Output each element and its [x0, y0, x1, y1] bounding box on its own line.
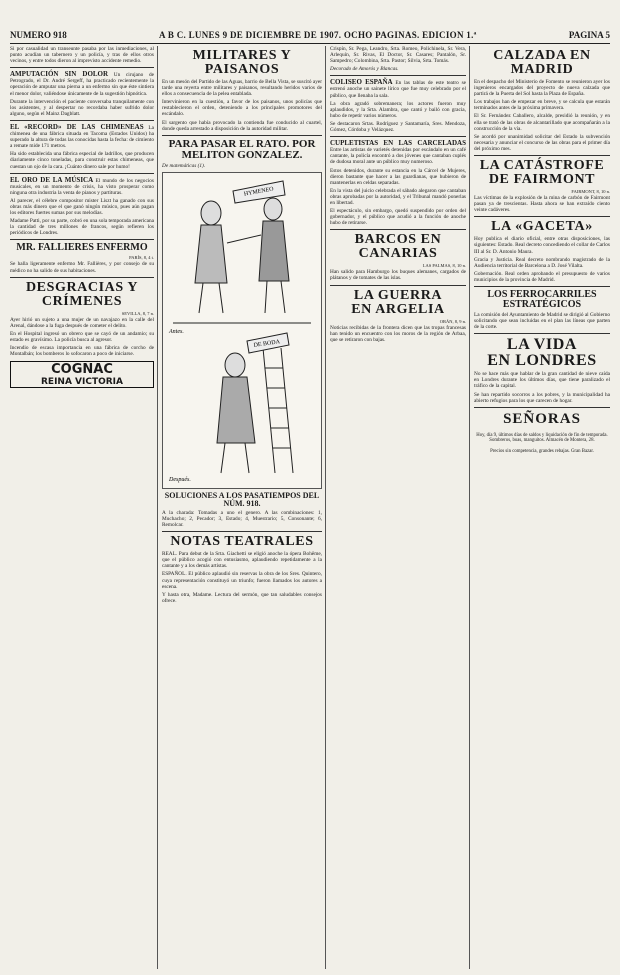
- article-text: Hoy publica el diario oficial, entre otras disposiciones, las siguientes: Estado. Real decreto concediendo el collar de Carlos III al Sr. D. Antonio Maura.: [474, 236, 610, 255]
- headline-pasatiempo: PARA PASAR EL RATO. POR MELITON GONZALEZ.: [168, 137, 316, 161]
- headline-argelia: EN ARGELIA: [351, 301, 445, 317]
- divider: [474, 407, 610, 408]
- column-divider: [469, 46, 470, 969]
- masthead-rule: [10, 43, 610, 44]
- article-text: El mundo de los negocios musicales, en un momento de crisis, ha visto prosperar como ninguna otra industria la venta de pianos y partituras.: [10, 177, 154, 196]
- article-text: El sargento que había provocado la contienda fue conducido al cuartel, donde queda arrestado a disposición de la autoridad militar.: [162, 119, 322, 132]
- article-text: Gracia y Justicia. Real decreto nombrando magistrado de la Audiencia territorial de Barcelona a D. José Vilalta.: [474, 256, 610, 269]
- article-text: Crispín, Sr. Pega, Leandro, Srta. Romeo, Polichinela, Sr. Vera, Arlequín, Sr. Rivas, El Doctor, Sr. Casares; Pantalón, Sr. Sampedro; Colombina, Srta. Pastor; Silvia, Srta. Tomás.: [330, 46, 466, 65]
- article-text: Decorado de Amorós y Blancas.: [330, 66, 399, 73]
- article-text: Incendio de escasa importancia en una fábrica de corcho de Montalbán; los bomberos lo sofocaron a poco de iniciarse.: [10, 345, 154, 358]
- article-text: La comisión del Ayuntamiento de Madrid se dirigió al Gobierno solicitando que sean incluidas en el plan las líneas que parten de la corte.: [474, 311, 610, 331]
- headline-gaceta: LA «GACETA»: [491, 219, 593, 235]
- article-coliseo: [330, 79, 466, 98]
- article-text: Al parecer, el célebre compositor mister Liszt ha ganado con sus obras más dinero que el que ganó ningún músico, pues aún pagan los editores fuertes sumas por sus melodías.: [10, 197, 154, 217]
- article-text: Noticias recibidas de la frontera dicen que las tropas francesas han tenido un encuentro con los moros de la región de Arbaa, que se retiraron con bajas.: [330, 324, 466, 343]
- column-1: [10, 46, 154, 969]
- ad-product: REINA VICTORIA: [40, 377, 123, 388]
- cartoon-drawing: [163, 173, 321, 483]
- article-text: No se hace más que hablar de la gran cantidad de nieve caída en Londres durante los últimos días, que tiene paralizado el tráfico de la capital.: [474, 371, 610, 390]
- article-kicker: AMPUTACIÓN SIN DOLOR: [10, 70, 109, 79]
- article-text: Intervinieron en la cuestión, a favor de los paisanos, unos policías que restablecieron el orden, deteniendo a los principales promotores del escándalo.: [162, 99, 322, 118]
- masthead-dateline: A B C. LUNES 9 DE DICIEMBRE DE 1907. OCHO PAGINAS. EDICION 1.ª: [158, 30, 477, 40]
- dateline: ORÁN, 8, 9 n.: [439, 318, 466, 324]
- article-text: En el despacho del Ministerio de Fomento se reunieron ayer los ingenieros encargados del proyecto de nueva calzada que partirá de la Puerta del Sol hasta la Plaza de España.: [474, 79, 610, 98]
- masthead: [10, 28, 610, 42]
- article-kicker: COLISEO ESPAÑA: [330, 78, 393, 87]
- column-4: [474, 46, 610, 969]
- divider: [10, 67, 154, 68]
- article-text: Ha sido establecida una fábrica especial de ladrillos, que producen diariamente cinco toneladas, para construir estas chimeneas, que cuestan un ojo de la cara. ¡Cuánto dinero sale por humo!: [10, 151, 154, 170]
- headline-catastrofe: LA CATÁSTROFE DE FAIRMONT: [479, 158, 605, 188]
- divider: [474, 333, 610, 334]
- article-text: Y hasta otra, Madame. Lectura del sermón, que tan saludables consejos ofrece.: [162, 591, 322, 604]
- cognac-advertisement: [10, 361, 154, 388]
- divider: [330, 136, 466, 137]
- headline-calzada: CALZADA EN MADRID: [493, 48, 591, 77]
- cartoon-sign-text: DE BODA: [253, 339, 281, 349]
- article-record: [10, 124, 154, 149]
- dateline: LAS PALMAS, 8, 10 n.: [422, 263, 466, 269]
- divider: [10, 120, 154, 121]
- page-number: PAGINA 5: [568, 30, 610, 40]
- cartoon-sign-text: HYMENEO: [243, 186, 275, 198]
- cartoon-illustration: [162, 172, 322, 489]
- article-text: Se halla ligeramente enfermo Mr. Fallières, y por consejo de su médico no ha salido de sus habitaciones.: [10, 261, 154, 274]
- column-divider: [157, 46, 158, 969]
- headline-militares: MILITARES Y PAISANOS: [192, 48, 292, 77]
- article-text: El espectáculo, sin embargo, quedó suspendido por orden del gobernador, y el público que acudió a la función de anoche hubo de retirarse.: [330, 208, 466, 227]
- article-text: Si por casualidad un transeunte pasaba por las inmediaciones, al punto acudían un tabernero y un policía, y tras de ellos otros vecinos, y entre todos dieron al imprevisto accidente remedio.: [10, 46, 154, 65]
- headline-notas-teatrales: NOTAS TEATRALES: [170, 534, 314, 550]
- divider: [162, 135, 322, 136]
- article-text: ESPAÑOL. El público aplaudió sin reservas la obra de los Sres. Quintero, cuya representación constituyó un triunfo; fueron llamados los autores a escena.: [162, 571, 322, 590]
- article-text: Los trabajos han de empezar en breve, y se calcula que estarán terminados antes de la próxima primavera.: [474, 99, 610, 112]
- issue-number: NUMERO 918: [10, 30, 67, 40]
- article-text: La obra agradó sobremanera; los actores fueron muy aplaudidos, y la Srta. Alambra, que cantó y bailó con gracia, hubo de repetir varios números.: [330, 100, 466, 119]
- article-text: En la vista del juicio celebrada el sábado alegaron que cantaban obras aprobadas por la autoridad, y el Tribunal mandó ponerlas en libertad.: [330, 187, 466, 206]
- article-amputacion: [10, 71, 154, 96]
- column-divider: [325, 46, 326, 969]
- dateline: SEVILLA, 8, 7 n.: [121, 310, 154, 316]
- cartoon-label: Después.: [169, 476, 191, 483]
- article-text: Gobernación. Real orden aprobando el presupuesto de varios municipios de la provincia de Madrid.: [474, 270, 610, 283]
- article-text: Se acordó por unanimidad solicitar del Estado la subvención necesaria y anunciar el concurso de las obras para el primer día del próximo mes.: [474, 133, 610, 152]
- article-text: Durante la intervención el paciente conversaba tranquilamente con los asistentes, y al despertar no recordaba haber sufrido dolor alguno, según el Mainz Dagblatt.: [10, 98, 154, 117]
- divider: [330, 229, 466, 230]
- cartoon-label: Antes.: [169, 328, 184, 335]
- divider: [474, 216, 610, 217]
- article-kicker: EL ORO DE LA MÚSICA: [10, 175, 94, 184]
- article-text: Se han repartido socorros a los pobres, y la municipalidad ha abierto refugios para los que carecen de hogar.: [474, 391, 610, 404]
- divider: [10, 239, 154, 240]
- article-text: Las víctimas de la explosión de la mina de carbón de Fairmont pasan ya de trescientas. Hasta ahora se han extraído ciento veinte cadáveres.: [474, 195, 610, 214]
- article-text: Un cirujano de Petrogrado, el Dr. André Sergeff, ha practicado recientemente la operación de amputar una pierna a un enfermo sin que éste sintiera el menor dolor, valiéndose únicamente de la sugestión hipnótica.: [10, 72, 154, 97]
- pasatiempo-subtitle: De matemáticas (1).: [162, 162, 206, 169]
- divider: [474, 155, 610, 156]
- headline-fallieres: MR. FALLIERES ENFERMO: [16, 242, 148, 254]
- article-text: Ayer hirió un sujeto a una mujer de un navajazo en la calle del Arenal, dándose a la fuga después de cometer el delito.: [10, 316, 154, 329]
- senoras-advertisement-title: SEÑORAS: [503, 410, 581, 427]
- article-text: Han salido para Hamburgo los buques alemanes, cargados de plátanos y de tomates de las islas.: [330, 269, 466, 282]
- article-kicker: EL «RECORD» DE LAS CHIMENEAS: [10, 122, 144, 131]
- headline-guerra: LA GUERRA: [353, 287, 443, 303]
- article-kicker: CUPLETISTAS EN LAS CARCELADAS: [330, 139, 466, 148]
- article-text: En el Hospital ingresó un obrero que se cayó de un andamio; su estado es gravísimo. La policía busca al agresor.: [10, 330, 154, 343]
- ad-brand: COGNAC: [51, 362, 113, 378]
- column-3: [330, 46, 466, 969]
- article-oro: [10, 177, 154, 196]
- headline-soluciones: SOLUCIONES A LOS PASATIEMPOS DEL NÚM. 918.: [164, 490, 320, 508]
- headline-barcos: BARCOS EN CANARIAS: [354, 232, 442, 262]
- divider: [330, 75, 466, 76]
- headline-vida: LA VIDA: [506, 336, 578, 354]
- divider: [162, 531, 322, 532]
- article-text: A la charada: Tomadas a uno el genero. A las combinaciones: 1, Muchacho; 2, Pecador; 3, Estado; 4, Muestrario; 5, Consonante; 6, Remolcar.: [162, 509, 322, 529]
- article-text: Se destacaron Srtas. Rodríguez y Santamaría, Sres. Mendoza, Gómez, Córdoba y Velázquez.: [330, 120, 466, 134]
- advertisement-text: Hoy, día 9, últimos días de saldos y liquidación de fin de temporada. Sombreros, boas, manguitos. Almacén de Montera, 28.: [476, 432, 608, 444]
- headline-londres: EN LONDRES: [487, 352, 597, 370]
- dateline: FAIRMONT, 8, 10 n.: [571, 189, 610, 195]
- article-text: La chimenea de una fábrica situada en Tacoma (Estados Unidos) ha superado la altura de todas las conocidas hasta la fecha: de cimiento a remate mide 171 metros.: [10, 124, 154, 150]
- headline-desgracias: DESGRACIAS Y CRÍMENES: [25, 279, 139, 309]
- advertisement-text: Precios sin competencia, grandes rebajas. Gran Bazar.: [490, 448, 594, 454]
- divider: [10, 277, 154, 278]
- divider: [10, 173, 154, 174]
- article-cupletistas: [330, 140, 466, 165]
- article-text: El Sr. Fernández Caballero, alcalde, presidió la reunión, y en ella se trató de las obras de alcantarillado que acompañarán a la construcción de la vía.: [474, 113, 610, 132]
- article-text: REAL. Para debut de la Srta. Giachetti se eligió anoche la ópera Bohême, que el público acogió con entusiasmo, aplaudiendo repetidamente a la cantante y a los demás artistas.: [162, 551, 322, 570]
- article-text: Entre las artistas de varietés detenidas por escándalo en un café cantante, la policía encontró a dos jóvenes que cantaban cuplés de dudosa moral ante un público muy numeroso.: [330, 147, 466, 166]
- article-text: Estos detenidos, durante su estancia en la Cárcel de Mujeres, dieron bastante que hacer a las guardianas, que hubieron de mantenerlas en celdas separadas.: [330, 167, 466, 186]
- headline-ferrocarriles: LOS FERROCARRILES ESTRATÉGICOS: [487, 288, 597, 310]
- article-text: En un mesón del Partido de las Aguas, barrio de Bella Vista, se suscitó ayer tarde una reyerta entre militares y paisanos, resultando heridos varios de ellos a consecuencia de la pelea entablada.: [162, 79, 322, 98]
- divider: [474, 286, 610, 287]
- dateline: PARÍS, 8, 4 t.: [129, 255, 154, 261]
- article-text: En las tablas de este teatro se estrenó anoche un sainete lírico que fue muy celebrado por el público, que llenaba la sala.: [330, 80, 466, 99]
- divider: [330, 285, 466, 286]
- article-text: Madame Patti, por su parte, cobró en una sola temporada americana la cantidad de tres millones de francos, según refieren los periódicos de Londres.: [10, 218, 154, 237]
- column-2: [162, 46, 322, 969]
